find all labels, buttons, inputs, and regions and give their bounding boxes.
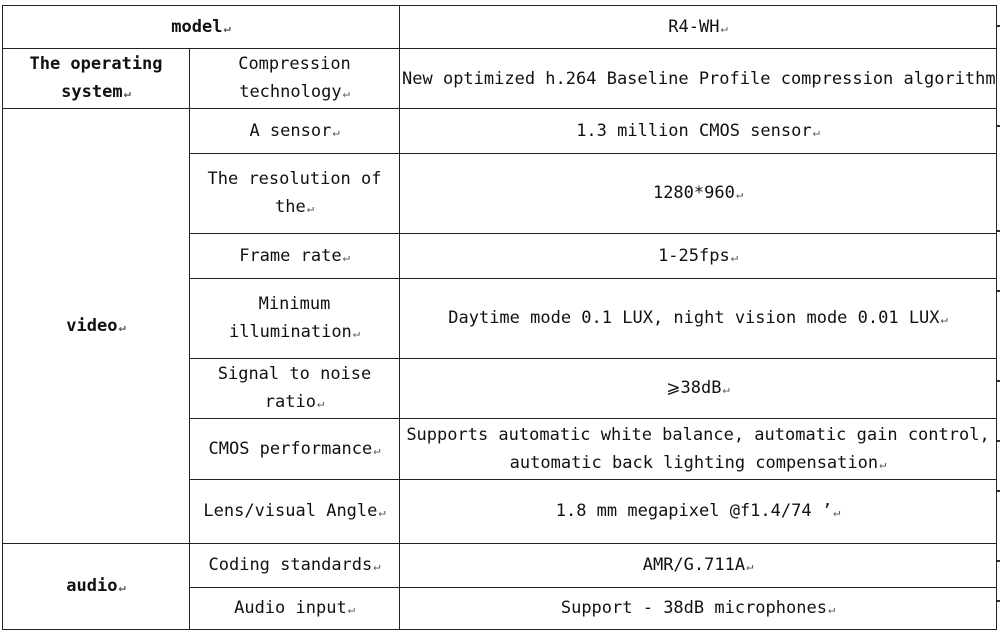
value-text: 1.8 mm megapixel @f1.4/74 ’ [555,501,833,521]
value-text: New optimized h.264 Baseline Profile compression algorithm [402,68,996,89]
value-cell: 1280*960↵ [400,154,997,234]
value-cell: ⩾38dB↵ [400,359,997,419]
param-cell: Signal to noise ratio↵ [190,359,400,419]
table-row [3,49,997,109]
value-cell: Supports automatic white balance, automatic gain control, automatic back lighting compensation↵ [400,419,997,480]
param-cell: Minimum illumination↵ [190,279,400,359]
value-text: 1.3 million CMOS sensor [576,120,812,141]
param-label: Compression technology [238,54,351,102]
value-cell: Support - 38dB microphones↵ [400,588,997,630]
param-label: Frame rate [239,245,342,266]
value-text: Supports automatic white balance, automatic gain control, automatic back lighting compensation [406,424,990,473]
table-row [3,109,997,154]
param-cell: Coding standards↵ [190,544,400,588]
table-row [3,544,997,588]
model-value-cell: R4-WH↵ [400,6,997,49]
table-row [3,6,997,49]
value-text: 1280*960 [652,183,735,203]
param-label: Signal to noise ratio [217,364,372,412]
param-cell: Lens/visual Angle↵ [190,480,400,544]
value-text: Daytime mode 0.1 LUX, night vision mode 0.01 LUX [448,308,940,328]
value-text: 1-25fps [658,245,730,266]
value-cell: 1.3 million CMOS sensor↵ [400,109,997,154]
value-cell: AMR/G.711A↵ [400,544,997,588]
param-cell: Compression technology↵ [190,49,400,109]
spec-table [2,5,997,630]
os-label: The operating system [29,54,163,102]
param-label: Minimum illumination [228,294,352,342]
param-label: Coding standards [208,555,373,575]
video-group-cell: video↵ [3,109,190,544]
audio-label: audio [66,576,118,596]
param-cell: The resolution of the↵ [190,154,400,234]
value-cell: Daytime mode 0.1 LUX, night vision mode 0.01 LUX↵ [400,279,997,359]
param-cell: A sensor↵ [190,109,400,154]
model-header-cell: model↵ [3,6,400,49]
param-cell: Frame rate↵ [190,234,400,279]
param-label: CMOS performance [208,438,373,459]
video-label: video [66,315,118,336]
model-value: R4-WH [668,16,720,37]
model-label: model [171,16,223,37]
value-text: Support - 38dB microphones [560,598,827,618]
param-cell: CMOS performance↵ [190,419,400,480]
param-label: A sensor [249,120,332,141]
audio-group-cell: audio↵ [3,544,190,630]
param-label: The resolution of the [207,169,382,217]
param-label: Lens/visual Angle [203,501,378,521]
value-cell: 1.8 mm megapixel @f1.4/74 ’↵ [400,480,997,544]
value-text: ⩾38dB [666,378,722,398]
value-text: AMR/G.711A [642,555,746,575]
param-label: Audio input [234,598,347,618]
value-cell [400,49,997,109]
value-cell: 1-25fps↵ [400,234,997,279]
param-cell: Audio input↵ [190,588,400,630]
os-group-cell: The operating system↵ [3,49,190,109]
